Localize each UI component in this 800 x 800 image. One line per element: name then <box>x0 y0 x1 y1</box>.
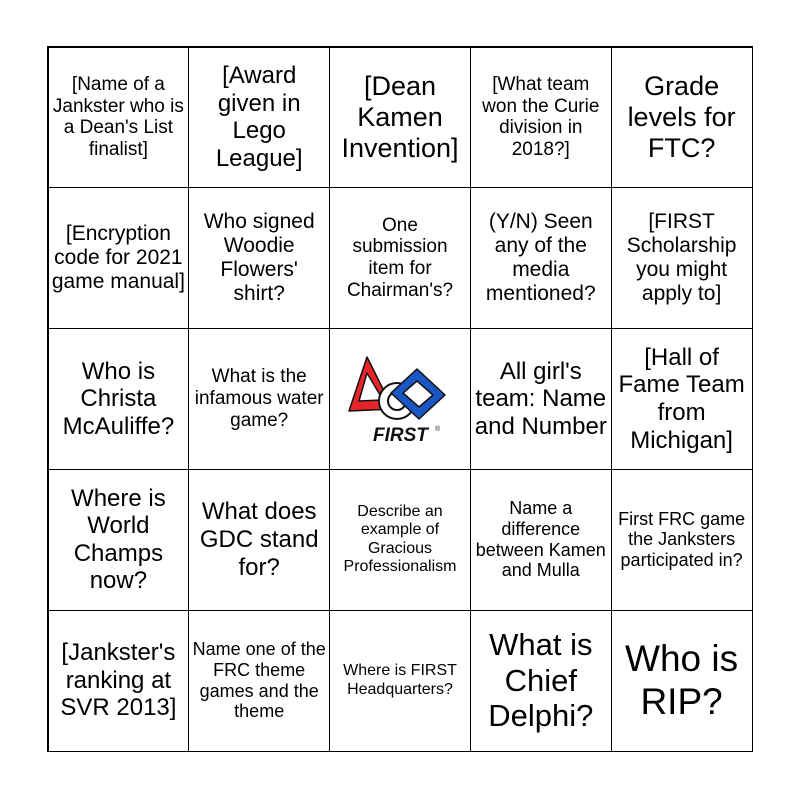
bingo-board <box>47 46 753 752</box>
bingo-cell[interactable]: [Jankster's ranking at SVR 2013] <box>48 610 190 752</box>
registered-mark: ® <box>434 425 441 433</box>
bingo-cell[interactable]: (Y/N) Seen any of the media mentioned? <box>470 187 612 329</box>
bingo-cell[interactable]: Describe an example of Gracious Professionalism <box>329 469 471 611</box>
bingo-cell[interactable]: [What team won the Curie division in 2018?] <box>470 47 612 189</box>
bingo-cell[interactable]: What is the infamous water game? <box>188 328 330 470</box>
bingo-cell[interactable]: What does GDC stand for? <box>188 469 330 611</box>
bingo-cell[interactable]: All girl's team: Name and Number <box>470 328 612 470</box>
bingo-cell[interactable]: [Dean Kamen Invention] <box>329 47 471 189</box>
bingo-cell[interactable]: First FRC game the Janksters participated in? <box>611 469 753 611</box>
bingo-cell[interactable]: One submission item for Chairman's? <box>329 187 471 329</box>
bingo-cell[interactable]: [Name of a Jankster who is a Dean's List finalist] <box>48 47 190 189</box>
bingo-cell[interactable]: Where is World Champs now? <box>48 469 190 611</box>
bingo-cell[interactable]: Who is Christa McAuliffe? <box>48 328 190 470</box>
bingo-cell[interactable]: [FIRST Scholarship you might apply to] <box>611 187 753 329</box>
bingo-cell[interactable]: Name one of the FRC theme games and the theme <box>188 610 330 752</box>
bingo-cell[interactable]: Who signed Woodie Flowers' shirt? <box>188 187 330 329</box>
bingo-cell[interactable]: What is Chief Delphi? <box>470 610 612 752</box>
bingo-cell[interactable]: Who is RIP? <box>611 610 753 752</box>
first-logo-icon <box>345 349 455 449</box>
bingo-cell[interactable]: Grade levels for FTC? <box>611 47 753 189</box>
bingo-cell[interactable]: [Encryption code for 2021 game manual] <box>48 187 190 329</box>
free-space-cell[interactable] <box>329 328 471 470</box>
bingo-cell[interactable]: [Award given in Lego League] <box>188 47 330 189</box>
bingo-cell[interactable]: [Hall of Fame Team from Michigan] <box>611 328 753 470</box>
bingo-cell[interactable]: Name a difference between Kamen and Mulla <box>470 469 612 611</box>
logo-text: FIRST <box>372 424 428 446</box>
bingo-cell[interactable]: Where is FIRST Headquarters? <box>329 610 471 752</box>
